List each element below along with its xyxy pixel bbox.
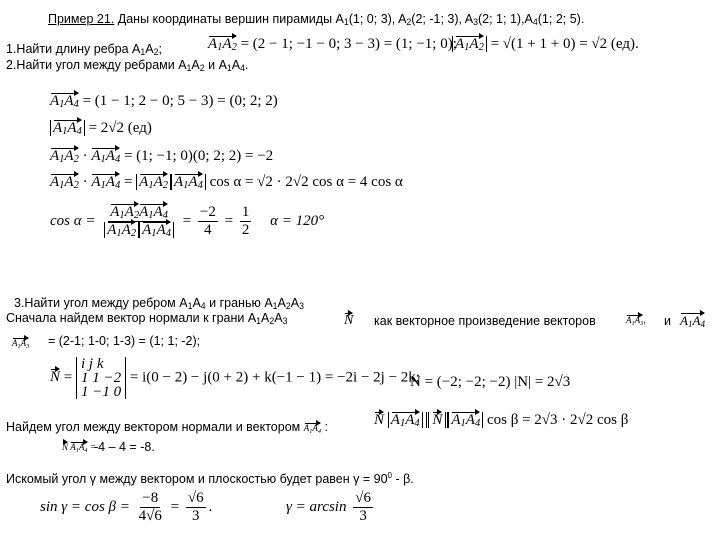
vector-a1a3-small: $A_1A_3$ xyxy=(12,338,30,350)
task-3-text: 3.Найти угол между ребром A xyxy=(14,296,188,310)
sin-fraction-2 xyxy=(186,490,206,525)
task-1: 1.Найти длину ребра $A_1A_2$; xyxy=(6,42,162,57)
task-1-text: 1.Найти длину ребра A xyxy=(6,42,141,56)
norm-a1a2-dot2: $A_1A_2$ xyxy=(136,174,171,190)
cos-beta-value: cos β = 2√3 · 2√2 cos β xyxy=(486,412,629,428)
dot-product-cos-formula: $A_1A_2 \cdot A_1A_4 = A_1A_2$ $A_1A_4$ cos α = √2 · 2√2 cos α = 4 cos α xyxy=(50,174,403,191)
sin-gamma-formula: sin γ = cos β = $\frac{-8}{4√6}$ = $\frac{√6}{3}$ . xyxy=(40,490,213,524)
a1a4-length: = 2√2 (ед) xyxy=(88,120,152,136)
vector-a1a4-dot2: $A_1A_4$ xyxy=(91,174,121,191)
cos-num: −2 xyxy=(199,204,216,220)
matrix-row-3: 1 −1 0 xyxy=(80,384,122,400)
vector-a1a4-label: $A_1A_4$ xyxy=(680,313,705,329)
norm-a1a4-dot2: $A_1A_4$ xyxy=(171,174,206,190)
cos-den2: 2 xyxy=(241,222,250,238)
title-text: Даны координаты вершин пирамиды A xyxy=(114,12,344,26)
cos-beta-formula xyxy=(374,412,628,429)
dot-na1a4-small: N $A_1A_4$ = xyxy=(62,442,96,454)
cos-fraction-2 xyxy=(198,204,218,239)
norm-n-beta: N xyxy=(426,412,448,428)
gamma-label: γ = arcsin xyxy=(286,498,347,515)
gamma-formula xyxy=(286,490,376,525)
task-3: 3.Найти угол между ребром $A_1A_4$ и гранью $A_1A_2A_3$ xyxy=(14,296,304,311)
vector-a1a4-dot: $A_1A_4$ xyxy=(91,148,121,165)
a1a4-length-formula xyxy=(50,120,152,137)
cross-matrix xyxy=(76,357,126,399)
norm-a1a2: $A_1A_2$ xyxy=(452,36,487,52)
find-angle-text: Найдем угол между вектором нормали и вектором $A_1A_4$ : xyxy=(6,420,329,435)
vector-a1a4: $A_1A_4$ xyxy=(50,93,79,110)
dot-result: -4 – 4 = -8. xyxy=(94,440,155,454)
cos-fraction-1: $\frac{A_1A_2A_1A_4}{A_1A_2 A_1A_4}$ xyxy=(102,204,176,239)
normal-expansion: = i(0 − 2) − j(0 + 2) + k(−1 − 1) = −2i − 2j − 2k; xyxy=(129,369,420,386)
cos-equals: = xyxy=(224,212,234,229)
example-number: Пример 21. xyxy=(48,12,115,26)
vector-a1a2-dot: $A_1A_2$ xyxy=(50,148,79,165)
sin-lhs: sin γ = cos β = xyxy=(40,498,130,515)
a1a4-coords: = (1 − 1; 2 − 0; 5 − 3) = (0; 2; 2) xyxy=(82,93,278,109)
normal-length-formula: N = (−2; −2; −2) |N| = 2√3 xyxy=(410,374,571,390)
normal-symbol: N xyxy=(344,313,354,328)
a1a2-length: = √(1 + 1 + 0) = √2 (ед). xyxy=(490,36,639,52)
sin-r-num: √6 xyxy=(187,490,204,506)
title-a3: (2; 1; 1),A xyxy=(478,12,533,26)
task-3-end: и гранью A xyxy=(209,296,273,310)
norm-a1a4-beta: $A_1A_4$ xyxy=(388,412,423,428)
title-a4: (1; 2; 5). xyxy=(537,12,585,26)
final-line: Искомый угол γ между вектором и плоскостью будет равен $\gamma = 90^0 - \beta$. xyxy=(6,471,414,487)
final-end: - β. xyxy=(391,472,414,487)
dot-product-cos: cos α = √2 · 2√2 cos α = 4 cos α xyxy=(209,174,403,190)
final-text: Искомый угол γ между вектором и плоскостью будет равен γ = 90 xyxy=(6,472,388,487)
norm-a1a4-beta2: $A_1A_4$ xyxy=(448,412,483,428)
alpha-value: α = 120° xyxy=(270,212,325,229)
vector-a1a3-label: $A_1A_3$, xyxy=(626,315,646,327)
vector-a1a2: $A_1A_2$ xyxy=(208,36,237,53)
task-2: 2.Найти угол между ребрами $A_1A_2$ и $A_1A_4$. xyxy=(6,58,249,73)
sin-fraction-1 xyxy=(137,490,164,525)
a1a4-coords-formula xyxy=(50,93,278,110)
a1a2-coords: = (2 − 1; −1 − 0; 3 − 3) = (1; −1; 0); xyxy=(240,36,457,52)
cos-alpha-formula: cos α = $\frac{A_1A_2A_1A_4}{A_1A_2 A_1A_4}$ = $\frac{-2}{4}$ = $\frac{1}{2}$ α = 120° xyxy=(50,204,325,239)
a1a2-coords-formula xyxy=(208,36,457,53)
normal-intro: Сначала найдем вектор нормали к грани $A_1A_2A_3$ xyxy=(6,311,288,326)
normal-n: N xyxy=(50,369,61,386)
a1a3-calc: = (2-1; 1-0; 1-3) = (1; 1; -2); xyxy=(48,334,201,348)
sin-den: 4√6 xyxy=(138,508,162,524)
cos-num2: 1 xyxy=(241,204,250,220)
dot-product-value: = (1; −1; 0)(0; 2; 2) = −2 xyxy=(123,148,274,164)
matrix-row-1: i j k xyxy=(80,356,104,372)
normal-cross-formula: N = i j k 1 1 −2 1 −1 0 = i(0 − 2) − j(0 + 2) + k(−1 − 1) = −2i − 2j − 2k; xyxy=(50,356,420,400)
task-2-text: 2.Найти угол между ребрами A xyxy=(6,58,187,72)
dot-product-formula: $A_1A_2 \cdot A_1A_4 = (1$; −1; 0)(0; 2; 2) = −2 xyxy=(50,148,274,165)
norm-a1a4: $A_1A_4$ xyxy=(50,120,85,136)
cos-label: cos α = xyxy=(50,212,96,229)
and-word: и xyxy=(664,314,671,328)
normal-n2: N xyxy=(374,412,385,428)
gamma-num: √6 xyxy=(355,490,371,506)
cos-fraction-3 xyxy=(240,204,252,239)
sin-r-den: 3 xyxy=(191,508,200,524)
normal-intro-text: Сначала найдем вектор нормали к грани A xyxy=(6,311,257,325)
cos-den: 4 xyxy=(204,222,212,238)
vector-a1a2-dot2: $A_1A_2$ xyxy=(50,174,79,191)
title-line: Пример 21. Даны координаты вершин пирамиды $A_1(1$; 0; 3), $A_2(2$; -1; 3), $A_3(2$; 1; $1),A_4(1$; 2; 5). xyxy=(48,12,585,27)
matrix-row-2: 1 1 −2 xyxy=(80,370,122,386)
title-a1: (1; 0; 3), A xyxy=(348,12,407,26)
a1a2-length-formula xyxy=(452,36,639,53)
find-angle-label: Найдем угол между вектором нормали и вектором xyxy=(6,420,301,434)
gamma-den: 3 xyxy=(359,508,367,524)
sin-num: −8 xyxy=(142,490,159,506)
gamma-fraction xyxy=(353,490,373,525)
cross-product-text: как векторное произведение векторов xyxy=(374,314,596,328)
title-a2: (2; -1; 3), A xyxy=(411,12,474,26)
